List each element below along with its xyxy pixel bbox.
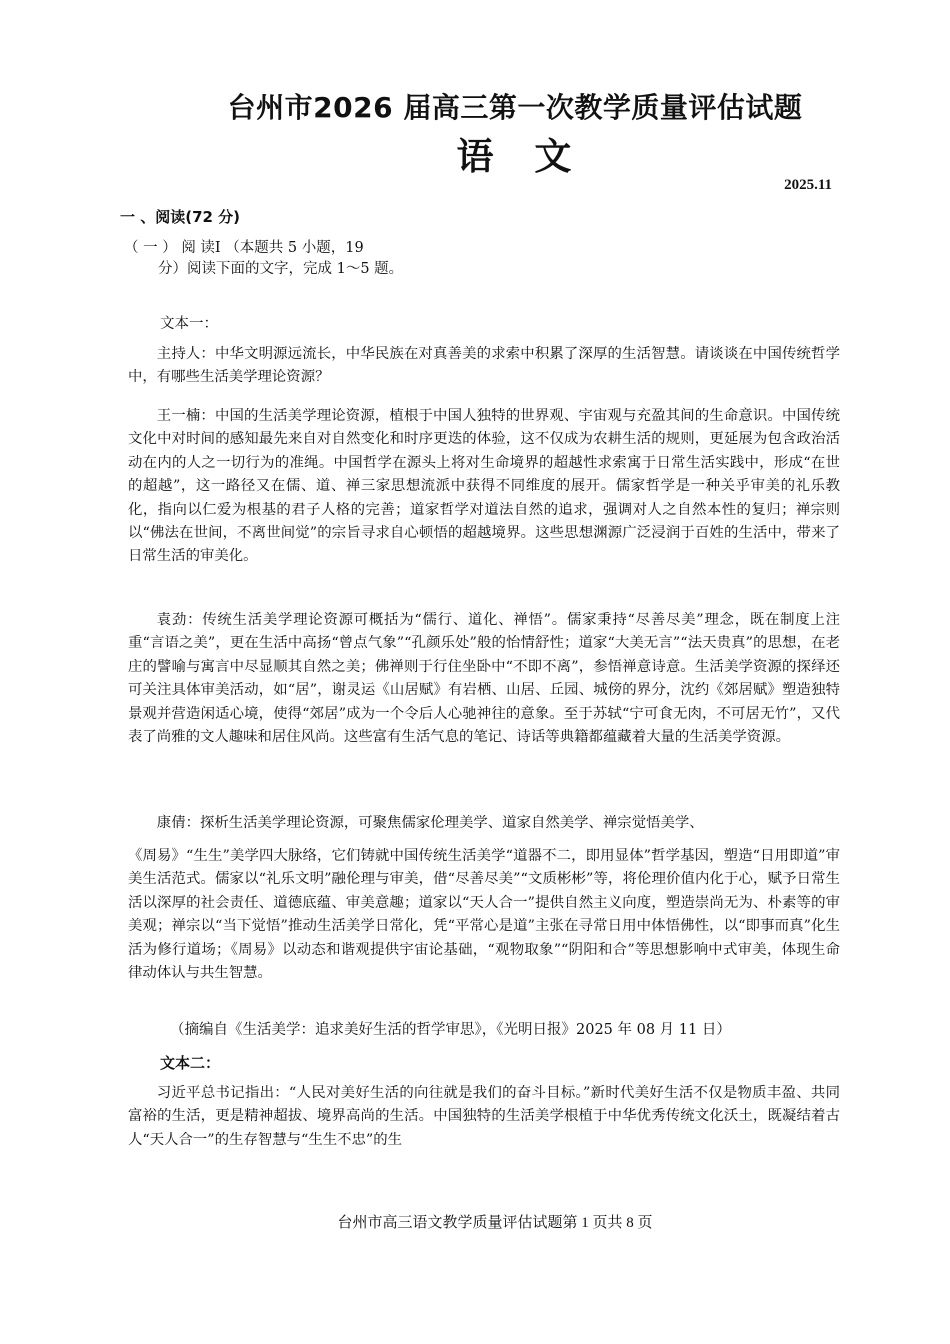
text1-label: 文本一：	[160, 316, 218, 332]
source-citation: （摘编自《生活美学：追求美好生活的哲学审思》，《光明日报》2025 年 08 月 11 日）	[170, 1022, 731, 1038]
paragraph-xi: 习近平总书记指出：“人民对美好生活的向往就是我们的奋斗目标。”新时代美好生活不仅是物质丰盈、共同富裕的生活，更是精神超拔、境界高尚的生活。中国独特的生活美学根植于中华优秀传统文化沃土，既凝结着古人“天人合一”的生存智慧与“生生不忠”的生	[128, 1085, 840, 1148]
paragraph-yuan: 袁劲：传统生活美学理论资源可概括为“儒行、道化、禅悟”。儒家秉持“尽善尽美”理念，既在制度上注重“言语之美”，更在生活中高扬“曾点气象”“孔颜乐处”般的怡情舒性；道家“大美无言”“法天贵真”的思想，在老庄的譬喻与寓言中尽显顺其自然之美；佛禅则于行住坐卧中“不即不离”，参悟禅意诗意。生活美学资源的探绎还可关注具体审美活动，如“居”，谢灵运《山居赋》有岩栖、山居、丘园、城傍的界分，沈约《郊居赋》塑造独特景观并营造闲适心境，使得“郊居”成为一个令后人心驰神往的意象。至于苏轼“宁可食无肉，不可居无竹”，又代表了尚雅的文人趣味和居住风尚。这些富有生活气息的笔记、诗话等典籍都蕴藏着大量的生活美学资源。	[128, 612, 840, 746]
section-heading: 一 、阅读(72 分)	[120, 208, 241, 226]
exam-title: 台州市2026 届高三第一次教学质量评估试题	[227, 91, 803, 124]
paragraph-kang: 《周易》“生生”美学四大脉络，它们铸就中国传统生活美学“道器不二，即用显体”哲学基因，塑造“日用即道”审美生活范式。儒家以“礼乐文明”融伦理与审美，借“尽善尽美”“文质彬彬”等，将伦理价值内化于心，赋予日常生活以深厚的社会责任、道德底蕴、审美意趣；道家以“天人合一”提供自然主义向度，塑造崇尚无为、朴素等的审美观；禅宗以“当下觉悟”推动生活美学日常化，凭“平常心是道”主张在寻常日用中体悟佛性，以“即事而真”化生活为修行道场；《周易》以动态和谐观提供宇宙论基础，“观物取象”“阴阳和合”等思想影响中式审美，体现生命律动体认与共生智慧。	[128, 848, 840, 982]
page-footer: 台州市高三语文教学质量评估试题第 1 页共 8 页	[337, 1215, 653, 1231]
subject-title: 语 文	[456, 135, 586, 178]
question-intro-rest: 分）阅读下面的文字，完成 1～5 题。	[158, 261, 404, 277]
question-intro	[124, 238, 424, 280]
text2-label: 文本二：	[160, 1054, 221, 1072]
paragraph-host: 主持人：中华文明源远流长，中华民族在对真善美的求索中积累了深厚的生活智慧。请谈谈在中国传统哲学中，有哪些生活美学理论资源？	[128, 346, 840, 386]
paragraph-wang: 王一楠：中国的生活美学理论资源，植根于中国人独特的世界观、宇宙观与充盈其间的生命意识。中国传统文化中对时间的感知最先来自对自然变化和时序更迭的体验，这不仅成为农耕生活的规则，更延展为包含政治活动在内的人之一切行为的准绳。中国哲学在源头上将对生命境界的超越性求索寓于日常生活实践中，形成“在世的超越”，这一路径又在儒、道、禅三家思想流派中获得不同维度的展开。儒家哲学是一种关乎审美的礼乐教化，指向以仁爱为根基的君子人格的完善；道家哲学对道法自然的追求，强调对人之自然本性的复归；禅宗则以“佛法在世间，不离世间觉”的宗旨寻求自心顿悟的超越境界。这些思想渊源广泛浸润于百姓的生活中，带来了日常生活的审美化。	[128, 408, 840, 565]
question-intro-line1: （ 一 ） 阅 读Ⅰ （本题共 5 小题，19	[124, 240, 364, 256]
exam-date: 2025.11	[784, 177, 832, 193]
paragraph-kang-first-line: 康倩：探析生活美学理论资源，可聚焦儒家伦理美学、道家自然美学、禅宗觉悟美学、	[156, 815, 704, 831]
